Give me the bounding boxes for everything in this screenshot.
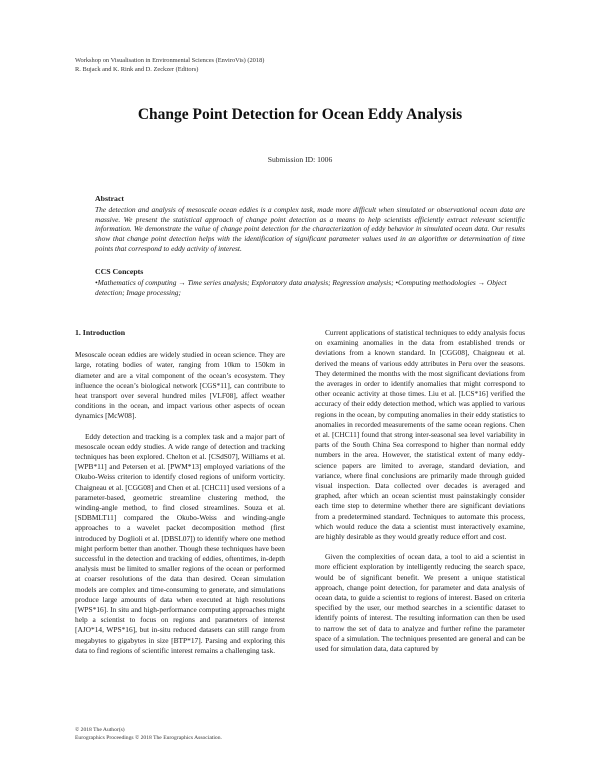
left-column [75,328,285,666]
paragraph: Given the complexities of ocean data, a tool to aid a scientist in more efficient exploration by intelligently reducing the search space, would be of significant benefit. We present a unique statistical approach, change point detection, for parameter and data analysis of ocean data, to guide a scientist to regions of interest. Based on criteria specified by the user, our method searches in a scientific dataset to identify points of interest. The resulting information can then be used to narrow the set of data to analyze and further refine the parameter space of a simulation. The techniques presented are general and can be used for simulation data, data captured by [315,552,525,654]
paragraph: Current applications of statistical techniques to eddy analysis focus on examining anomalies in the data from established trends or deviations from a known standard. In [CGG08], Chaigneau et al. derived the means of various eddy attributes in Peru over the seasons. They determined the months with the most significant deviations from the averages in order to identify anomalies that might correspond to other oceanic activity at those times. Liu et al. [LCS*16] verified the accuracy of their eddy detection method, which was applied to various regions in the ocean, by computing anomalies in their eddy statistics to anomalies in recorded measurements of the same ocean regions. Chen et al. [CHC11] found that strong inter-seasonal sea level variability in parts of the South China Sea correspond to higher than normal eddy numbers in the area. However, the statistical extent of many eddy-science papers are limited to average, standard deviation, and variance, where final conclusions are primarily made through guided visual inspection. Data collected over decades is averaged and graphed, after which an ocean scientist must painstakingly consider each time step to determine whether there are significant deviations from a predetermined standard. Techniques to automate this process, which would reduce the data a scientist must interactively examine, are highly desirable as they would greatly reduce effort and cost. [315,328,525,542]
workshop-header [75,56,264,74]
right-column [315,328,525,664]
footer-association-line: Eurographics Proceedings © 2018 The Eurographics Association. [75,735,222,741]
abstract-heading: Abstract [95,194,125,203]
ccs-heading: CCS Concepts [95,267,144,276]
ccs-block [95,267,525,297]
footer-author-line: © 2018 The Author(s) [75,727,125,733]
paragraph: Mesoscale ocean eddies are widely studied in ocean science. They are large, rotating bodies of water, ranging from 10km to 150km in diameter and are a vital component of the ocean’s ecosystem. They influence the ocean’s biological network [CGS*11], can contribute to heat transport over several hundred miles [VLF08], affect weather conditions in the ocean, and impact various other aspects of ocean dynamics [McW08]. [75,350,285,421]
header-editors-line: R. Bujack and K. Rink and D. Zeckzer (Editors) [75,66,199,73]
section-heading-introduction: 1. Introduction [75,328,126,337]
paragraph: Eddy detection and tracking is a complex task and a major part of mesoscale ocean eddy studies. A wide range of detection and tracking techniques has been explored. Chelton et al. [CSdS07], Williams et al. [WPB*11] and Petersen et al. [PWM*13] employed variations of the Okubo-Weiss criterion to identify closed regions of uniform vorticity. Chaigneau et al. [CGG08] and Chen et al. [CHC11] used versions of a parameter-based, geometric streamline clustering method, the winding-angle method, to find closed streamlines. Souza et al. [SDBMLT11] compared the Okubo-Weiss and winding-angle approaches to a wavelet packet decomposition method (first introduced by Doglioli et al. [DBSL07]) to identify where one method might perform better than another. Though these techniques have been successful in the detection and tracking of eddies, oftentimes, in-depth analysis must be limited to smaller regions of the ocean or performed at coarser resolutions of the data than desired. Ocean simulation models are complex and time-consuming to generate, and simulations produce large amounts of data when executed at high resolutions [WPS*16]. In situ and high-performance computing approaches might help a scientist to focus on regions and parameters of interest [AJO*14, WPS*16], but in-situ reduced datasets can still range from megabytes to gigabytes in size [BTP*17]. Parsing and exploring this data to find regions of scientific interest remains a challenging task. [75,431,285,655]
submission-id: Submission ID: 1006 [267,155,333,164]
abstract-text: The detection and analysis of mesoscale ocean eddies is a complex task, made more difficult when simulated or observational ocean data are massive. We present the statistical approach of change point detection as a means to help scientists efficiently extract relevant scientific information. We demonstrate the value of change point detection for the characterization of eddy behavior in simulated ocean data. Our results show that change point detection helps with the identification of significant parameter values used in an algorithm or determination of time points that correspond to eddy activity of interest. [95,204,525,253]
copyright-footer [75,726,222,742]
abstract-block [95,194,525,254]
header-workshop-line: Workshop on Visualisation in Environmental Sciences (EnviroVis) (2018) [75,57,265,64]
ccs-text: •Mathematics of computing → Time series analysis; Exploratory data analysis; Regression analysis; •Computing methodologies → Object detection; Image processing; [95,277,507,297]
paper-title: Change Point Detection for Ocean Eddy Analysis [137,106,463,123]
